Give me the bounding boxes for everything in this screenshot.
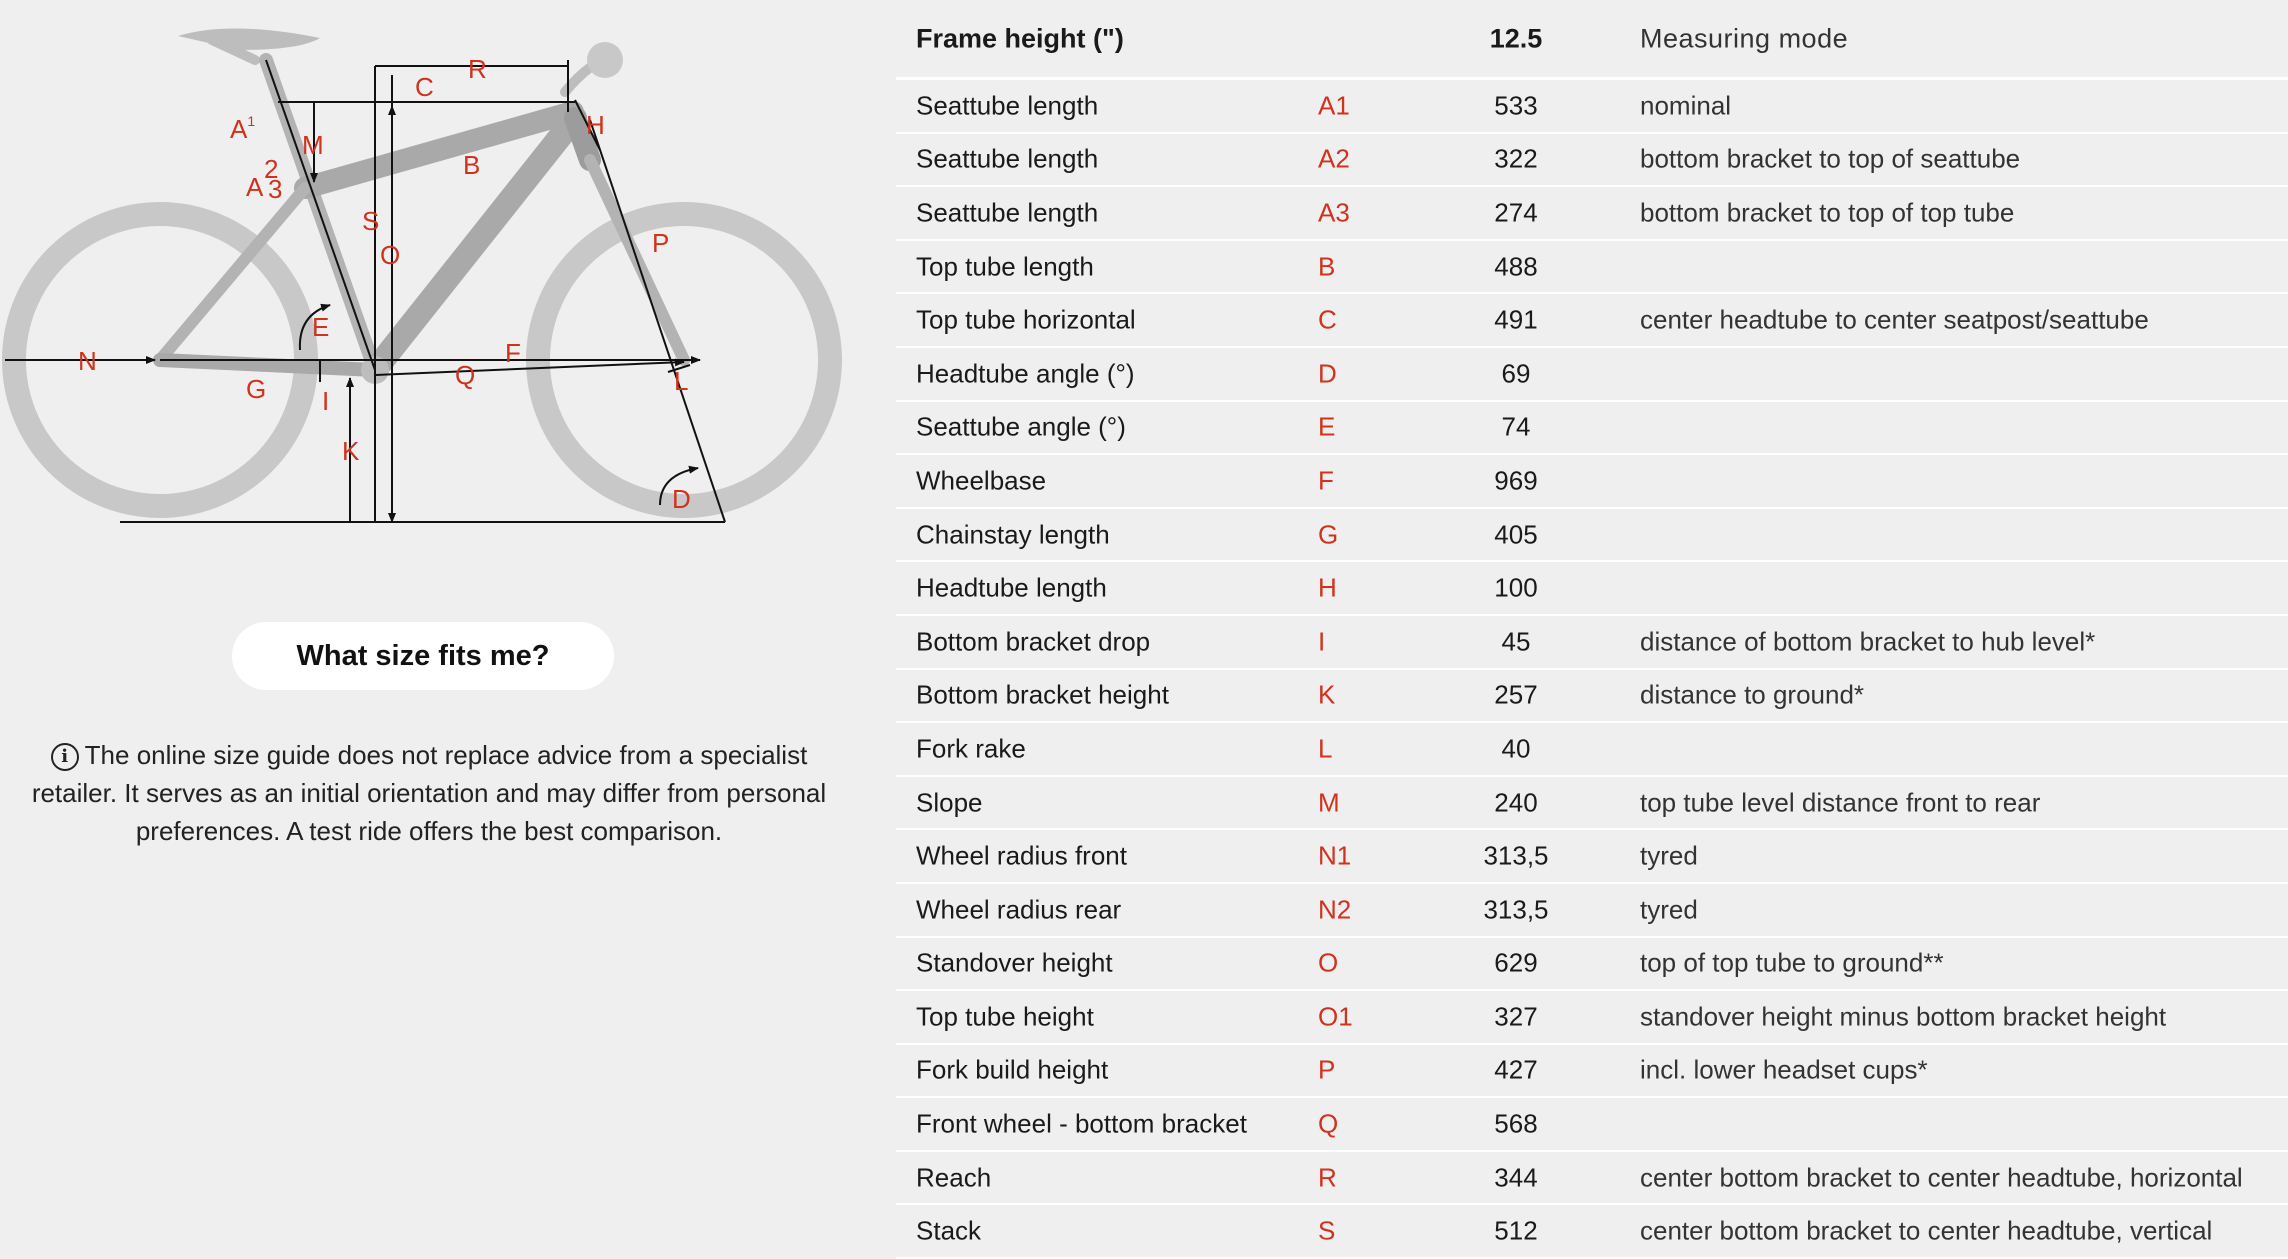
measurement-value: 322 <box>1494 143 1538 174</box>
measurement-name: Seattube length <box>916 90 1099 121</box>
label-C: C <box>415 72 434 102</box>
measurement-code: R <box>1318 1162 1337 1193</box>
table-row <box>896 670 2288 724</box>
table-row <box>896 294 2288 348</box>
measurement-name: Headtube length <box>916 572 1107 603</box>
measurement-name: Chainstay length <box>916 519 1110 550</box>
info-icon: i <box>51 743 79 771</box>
measurement-value: 74 <box>1501 411 1531 442</box>
table-row <box>896 455 2288 509</box>
measurement-name: Bottom bracket height <box>916 679 1169 710</box>
measurement-name: Top tube horizontal <box>916 304 1136 335</box>
header-frame-height-label: Frame height (") <box>916 23 1124 53</box>
what-size-fits-me-button[interactable]: What size fits me? <box>232 622 614 690</box>
measurement-mode: distance of bottom bracket to hub level* <box>1640 626 2096 657</box>
measurement-mode: incl. lower headset cups* <box>1640 1054 1928 1085</box>
header-measuring-mode: Measuring mode <box>1640 23 1849 53</box>
label-G: G <box>246 374 267 404</box>
label-O: O <box>380 240 401 270</box>
table-row <box>896 1098 2288 1152</box>
dimension-lines <box>5 60 725 522</box>
measurement-mode: tyred <box>1640 894 1698 925</box>
table-row <box>896 402 2288 456</box>
measurement-value: 491 <box>1494 304 1538 335</box>
measurement-value: 45 <box>1501 626 1531 657</box>
measurement-mode: tyred <box>1640 840 1698 871</box>
measurement-mode: center bottom bracket to center headtube, horizontal <box>1640 1162 2243 1193</box>
measurement-value: 969 <box>1494 465 1538 496</box>
measurement-name: Fork rake <box>916 733 1026 764</box>
label-D: D <box>672 484 691 514</box>
bike-geometry-diagram <box>0 0 860 560</box>
measurement-code: N2 <box>1318 894 1352 925</box>
measurement-code: E <box>1318 411 1336 442</box>
label-A1: $A^1$ <box>230 113 256 144</box>
measurement-value: 327 <box>1494 1001 1538 1032</box>
table-row <box>896 777 2288 831</box>
measurement-mode: center bottom bracket to center headtube, vertical <box>1640 1215 2213 1246</box>
measurement-code: B <box>1318 251 1336 282</box>
measurement-value: 568 <box>1494 1108 1538 1139</box>
measurement-name: Fork build height <box>916 1054 1109 1085</box>
measurement-code: A1 <box>1318 90 1350 121</box>
measurement-code: A3 <box>1318 197 1350 228</box>
measurement-name: Top tube length <box>916 251 1094 282</box>
table-row <box>896 884 2288 938</box>
measurement-code: S <box>1318 1215 1336 1246</box>
table-row <box>896 562 2288 616</box>
label-Q: Q <box>455 360 476 390</box>
table-row <box>896 80 2288 134</box>
measurement-code: O1 <box>1318 1001 1353 1032</box>
measurement-value: 488 <box>1494 251 1538 282</box>
size-guide-note-text: The online size guide does not replace advice from a specialist retailer. It serves as an initial orientation and may differ from personal preferences. A test ride offers the best comparison. <box>31 740 827 846</box>
measurement-code: H <box>1318 572 1337 603</box>
measurement-value: 257 <box>1494 679 1538 710</box>
label-H: H <box>586 110 605 140</box>
measurement-mode: bottom bracket to top of seattube <box>1640 143 2021 174</box>
measurement-name: Seattube length <box>916 197 1099 228</box>
measurement-code: P <box>1318 1054 1336 1085</box>
measurement-mode: bottom bracket to top of top tube <box>1640 197 2015 228</box>
label-K: K <box>342 436 360 466</box>
table-row <box>896 509 2288 563</box>
label-R: R <box>468 54 487 84</box>
measurement-name: Front wheel - bottom bracket <box>916 1108 1247 1139</box>
measurement-name: Headtube angle (°) <box>916 358 1135 389</box>
measurement-name: Wheelbase <box>916 465 1047 496</box>
measurement-value: 313,5 <box>1483 840 1549 871</box>
label-L: L <box>674 366 689 396</box>
measurement-mode: standover height minus bottom bracket height <box>1640 1001 2167 1032</box>
table-row <box>896 830 2288 884</box>
table-row <box>896 1205 2288 1259</box>
measurement-name: Bottom bracket drop <box>916 626 1151 657</box>
table-row <box>896 134 2288 188</box>
table-header-row <box>896 0 2288 80</box>
measurement-code: D <box>1318 358 1337 389</box>
measurement-value: 427 <box>1494 1054 1538 1085</box>
label-B: B <box>463 150 481 180</box>
measurement-mode: distance to ground* <box>1640 679 1865 710</box>
measurement-name: Standover height <box>916 947 1113 978</box>
size-guide-note <box>14 736 844 850</box>
measurement-name: Stack <box>916 1215 982 1246</box>
measurement-code: M <box>1318 787 1340 818</box>
header-frame-height-value: 12.5 <box>1489 23 1543 53</box>
measurement-value: 100 <box>1494 572 1538 603</box>
measurement-code: K <box>1318 679 1336 710</box>
measurement-name: Slope <box>916 787 983 818</box>
measurement-code: F <box>1318 465 1334 496</box>
label-M: M <box>302 130 324 160</box>
measurement-code: I <box>1318 626 1326 657</box>
measurement-value: 240 <box>1494 787 1538 818</box>
measurement-name: Wheel radius front <box>916 840 1127 871</box>
label-A23-sup: 2 <box>264 154 279 184</box>
measurement-value: 313,5 <box>1483 894 1549 925</box>
geometry-table <box>896 0 2288 1259</box>
measurement-code: C <box>1318 304 1337 335</box>
label-E: E <box>312 312 330 342</box>
measurement-code: N1 <box>1318 840 1352 871</box>
table-row <box>896 991 2288 1045</box>
measurement-mode: top of top tube to ground** <box>1640 947 1944 978</box>
table-row <box>896 241 2288 295</box>
measurement-code: O <box>1318 947 1339 978</box>
measurement-value: 69 <box>1501 358 1531 389</box>
label-P: P <box>652 228 670 258</box>
measurement-value: 40 <box>1501 733 1531 764</box>
measurement-code: A2 <box>1318 143 1350 174</box>
measurement-value: 344 <box>1494 1162 1538 1193</box>
measurement-code: G <box>1318 519 1339 550</box>
measurement-value: 405 <box>1494 519 1538 550</box>
measurement-mode: center headtube to center seatpost/seattube <box>1640 304 2149 335</box>
left-panel <box>0 0 860 1210</box>
measurement-code: Q <box>1318 1108 1339 1139</box>
label-I: I <box>322 386 330 416</box>
measurement-name: Top tube height <box>916 1001 1094 1032</box>
measurement-mode: nominal <box>1640 90 1732 121</box>
label-S: S <box>362 206 380 236</box>
measurement-name: Reach <box>916 1162 992 1193</box>
measurement-name: Seattube angle (°) <box>916 411 1126 442</box>
table-row <box>896 1152 2288 1206</box>
table-row <box>896 723 2288 777</box>
measurement-value: 274 <box>1494 197 1538 228</box>
table-row <box>896 1045 2288 1099</box>
label-F: F <box>505 338 521 368</box>
measurement-value: 533 <box>1494 90 1538 121</box>
measurement-mode: top tube level distance front to rear <box>1640 787 2041 818</box>
table-row <box>896 616 2288 670</box>
table-row <box>896 348 2288 402</box>
table-row <box>896 187 2288 241</box>
table-row <box>896 938 2288 992</box>
label-A23: A <box>246 172 264 202</box>
measurement-name: Wheel radius rear <box>916 894 1122 925</box>
label-N: N <box>78 346 97 376</box>
measurement-value: 512 <box>1494 1215 1538 1246</box>
measurement-name: Seattube length <box>916 143 1099 174</box>
measurement-value: 629 <box>1494 947 1538 978</box>
label-A23-sub: 3 <box>268 174 283 204</box>
measurement-code: L <box>1318 733 1333 764</box>
